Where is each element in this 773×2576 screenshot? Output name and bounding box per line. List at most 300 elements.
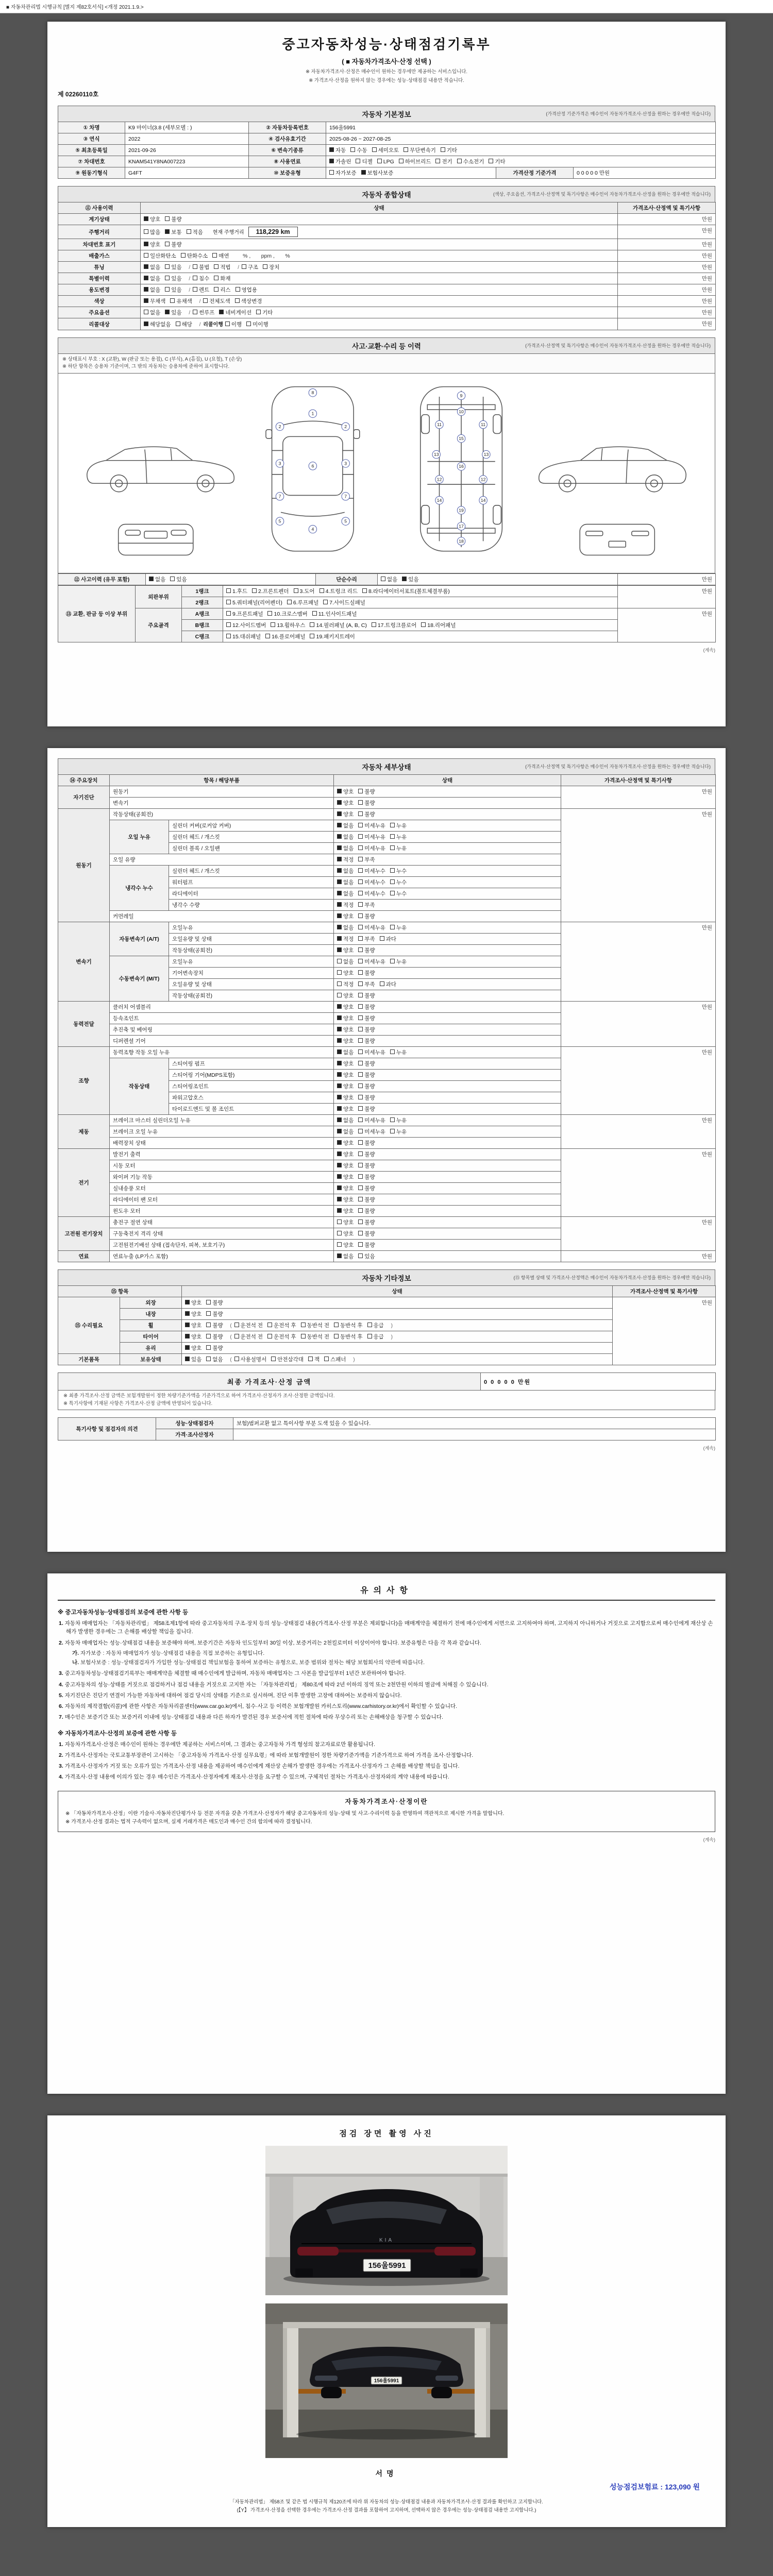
checkbox-option[interactable]: 화재 — [214, 275, 230, 282]
checkbox-option[interactable]: 양호 — [337, 1060, 354, 1067]
checkbox-option[interactable]: 불량 — [358, 1060, 375, 1067]
checkbox-option[interactable]: 없음 — [337, 924, 354, 931]
checkbox-option[interactable]: 양호 — [337, 1003, 354, 1011]
checkbox-option[interactable]: 양호 — [337, 1218, 354, 1226]
checkbox[interactable] — [337, 936, 342, 941]
checkbox[interactable] — [193, 287, 197, 292]
checkbox[interactable] — [234, 1334, 239, 1338]
checkbox-option[interactable]: 네비게이션 — [219, 309, 251, 316]
checkbox-option[interactable]: 있음 — [402, 575, 418, 583]
checkbox[interactable] — [337, 891, 342, 895]
checkbox[interactable] — [358, 1015, 363, 1020]
checkbox-option[interactable]: 디젤 — [356, 158, 372, 165]
checkbox-option[interactable]: 미세누수 — [358, 878, 385, 886]
checkbox-option[interactable]: 양호 — [185, 1299, 201, 1307]
checkbox[interactable] — [489, 159, 493, 163]
checkbox[interactable] — [206, 1323, 211, 1327]
checkbox[interactable] — [212, 253, 217, 258]
checkbox[interactable] — [358, 834, 363, 839]
checkbox[interactable] — [358, 1253, 363, 1258]
checkbox-option[interactable]: 불량 — [358, 1014, 375, 1022]
checkbox[interactable] — [337, 1129, 342, 1133]
checkbox-option[interactable]: 미세누수 — [358, 867, 385, 875]
checkbox-option[interactable]: 운전석 후 — [267, 1321, 296, 1329]
checkbox-option[interactable]: 불량 — [358, 1196, 375, 1204]
checkbox-option[interactable]: 부족 — [358, 901, 375, 909]
checkbox[interactable] — [390, 845, 395, 850]
checkbox-option[interactable]: 누수 — [390, 890, 407, 897]
checkbox-option[interactable]: 양호 — [337, 912, 354, 920]
checkbox[interactable] — [402, 577, 407, 581]
checkbox[interactable] — [324, 1357, 329, 1361]
checkbox[interactable] — [144, 264, 148, 269]
checkbox-option[interactable]: 없음 — [149, 575, 165, 583]
checkbox[interactable] — [358, 959, 363, 963]
checkbox-option[interactable]: 과다 — [380, 935, 396, 943]
checkbox-option[interactable]: 자가보증 — [329, 169, 357, 177]
checkbox-option[interactable]: 가솔린 — [329, 158, 351, 165]
checkbox[interactable] — [226, 600, 231, 604]
checkbox[interactable] — [214, 264, 219, 269]
checkbox[interactable] — [390, 1129, 395, 1133]
checkbox-option[interactable]: 매연 — [212, 252, 229, 260]
checkbox-option[interactable]: 불량 — [358, 912, 375, 920]
checkbox[interactable] — [358, 879, 363, 884]
checkbox-option[interactable]: 적정 — [337, 980, 354, 988]
checkbox-option[interactable]: 불량 — [358, 1241, 375, 1249]
checkbox-option[interactable]: 미세누유 — [358, 1128, 385, 1136]
checkbox[interactable] — [310, 634, 314, 638]
checkbox[interactable] — [358, 1106, 363, 1111]
checkbox-option[interactable]: 양호 — [144, 215, 160, 223]
checkbox-option[interactable]: 동반석 후 — [334, 1333, 363, 1341]
checkbox-option[interactable]: 없음 — [144, 309, 160, 316]
checkbox[interactable] — [390, 879, 395, 884]
checkbox-option[interactable]: 잭 — [308, 1355, 320, 1363]
checkbox-option[interactable]: 운전석 후 — [267, 1333, 296, 1341]
checkbox-option[interactable]: 미세누유 — [358, 924, 385, 931]
checkbox-option[interactable]: 3.도어 — [294, 587, 315, 595]
checkbox[interactable] — [334, 1323, 339, 1327]
checkbox-option[interactable]: 불량 — [358, 810, 375, 818]
checkbox[interactable] — [149, 577, 154, 581]
checkbox-option[interactable]: 양호 — [337, 788, 354, 795]
checkbox-option[interactable]: 양호 — [337, 969, 354, 977]
checkbox[interactable] — [358, 1185, 363, 1190]
checkbox[interactable] — [358, 1242, 363, 1247]
checkbox[interactable] — [226, 634, 231, 638]
checkbox-option[interactable]: 없음 — [144, 263, 160, 271]
checkbox[interactable] — [358, 970, 363, 975]
checkbox[interactable] — [358, 1083, 363, 1088]
checkbox-option[interactable]: 양호 — [337, 1082, 354, 1090]
checkbox-option[interactable]: 불량 — [358, 969, 375, 977]
checkbox-option[interactable]: 일산화탄소 — [144, 252, 176, 260]
checkbox-option[interactable]: 있음 — [165, 286, 181, 294]
checkbox[interactable] — [329, 159, 334, 163]
checkbox[interactable] — [334, 1334, 339, 1338]
checkbox-option[interactable]: 기타 — [489, 158, 505, 165]
checkbox[interactable] — [390, 1117, 395, 1122]
checkbox[interactable] — [337, 1015, 342, 1020]
checkbox-option[interactable]: 미이행 — [246, 320, 268, 328]
checkbox[interactable] — [337, 1197, 342, 1201]
checkbox[interactable] — [337, 823, 342, 827]
checkbox[interactable] — [372, 622, 376, 627]
checkbox[interactable] — [377, 159, 382, 163]
checkbox[interactable] — [361, 170, 366, 175]
checkbox-option[interactable]: 없음 — [144, 286, 160, 294]
checkbox-option[interactable]: 7.사이드실패널 — [323, 599, 365, 606]
checkbox-option[interactable]: 양호 — [337, 799, 354, 807]
checkbox[interactable] — [337, 834, 342, 839]
checkbox-option[interactable]: 불량 — [358, 1173, 375, 1181]
checkbox[interactable] — [358, 1038, 363, 1043]
checkbox-option[interactable]: 무단변속기 — [404, 146, 436, 154]
checkbox-option[interactable]: 16.플로어패널 — [265, 633, 305, 640]
checkbox-option[interactable]: 6.루프패널 — [287, 599, 318, 606]
checkbox[interactable] — [337, 959, 342, 963]
checkbox[interactable] — [301, 1323, 306, 1327]
checkbox[interactable] — [390, 891, 395, 895]
checkbox[interactable] — [329, 147, 334, 152]
checkbox[interactable] — [358, 1219, 363, 1224]
checkbox[interactable] — [267, 611, 272, 616]
checkbox-option[interactable]: 있음 — [165, 263, 181, 271]
checkbox-option[interactable]: 불량 — [358, 1003, 375, 1011]
checkbox-option[interactable]: 양호 — [337, 1150, 354, 1158]
checkbox[interactable] — [165, 264, 170, 269]
checkbox[interactable] — [358, 902, 363, 907]
checkbox-option[interactable]: 없음 — [381, 575, 397, 583]
checkbox[interactable] — [421, 622, 426, 627]
checkbox-option[interactable]: 없음 — [337, 1128, 354, 1136]
checkbox-option[interactable]: 침수 — [193, 275, 209, 282]
checkbox[interactable] — [206, 1357, 211, 1361]
checkbox-option[interactable]: 스패너 — [324, 1355, 346, 1363]
checkbox[interactable] — [185, 1300, 190, 1304]
checkbox-option[interactable]: 미세누유 — [358, 958, 385, 965]
checkbox[interactable] — [390, 925, 395, 929]
checkbox[interactable] — [294, 588, 298, 593]
checkbox[interactable] — [337, 868, 342, 873]
checkbox-option[interactable]: 10.크로스멤버 — [267, 610, 307, 618]
checkbox[interactable] — [144, 276, 148, 280]
checkbox[interactable] — [193, 276, 197, 280]
checkbox[interactable] — [441, 147, 445, 152]
checkbox[interactable] — [337, 925, 342, 929]
checkbox[interactable] — [358, 891, 363, 895]
checkbox[interactable] — [337, 879, 342, 884]
checkbox[interactable] — [214, 276, 219, 280]
checkbox-option[interactable]: 없음 — [337, 878, 354, 886]
checkbox[interactable] — [337, 1083, 342, 1088]
checkbox-option[interactable]: 양호 — [337, 1162, 354, 1170]
checkbox-option[interactable]: 양호 — [337, 946, 354, 954]
checkbox[interactable] — [144, 216, 148, 221]
checkbox-option[interactable]: 누유 — [390, 1128, 407, 1136]
checkbox[interactable] — [323, 600, 328, 604]
checkbox-option[interactable]: 미세누유 — [358, 1116, 385, 1124]
checkbox-option[interactable]: 불량 — [206, 1321, 223, 1329]
checkbox-option[interactable]: 양호 — [337, 1241, 354, 1249]
checkbox[interactable] — [165, 242, 170, 246]
checkbox-option[interactable]: 불량 — [358, 1162, 375, 1170]
checkbox[interactable] — [337, 1140, 342, 1145]
checkbox[interactable] — [380, 981, 384, 986]
checkbox-option[interactable]: 있음 — [358, 1252, 375, 1260]
checkbox-option[interactable]: 9.프론트패널 — [226, 610, 263, 618]
checkbox-option[interactable]: 적음 — [187, 228, 203, 236]
checkbox-option[interactable]: 없음 — [337, 1252, 354, 1260]
checkbox-option[interactable]: 15.대쉬패널 — [226, 633, 261, 640]
checkbox[interactable] — [263, 264, 267, 269]
checkbox-option[interactable]: 적정 — [337, 856, 354, 863]
checkbox-option[interactable]: 누유 — [390, 958, 407, 965]
checkbox-option[interactable]: 양호 — [337, 1105, 354, 1113]
checkbox[interactable] — [226, 588, 231, 593]
checkbox-option[interactable]: 양호 — [337, 1230, 354, 1238]
checkbox-option[interactable]: 불량 — [206, 1310, 223, 1318]
checkbox-option[interactable]: 1.후드 — [226, 587, 247, 595]
checkbox[interactable] — [337, 1219, 342, 1224]
checkbox-option[interactable]: 양호 — [337, 992, 354, 999]
checkbox[interactable] — [358, 981, 363, 986]
checkbox[interactable] — [337, 845, 342, 850]
checkbox-option[interactable]: 렌트 — [193, 286, 209, 294]
checkbox[interactable] — [337, 1027, 342, 1031]
checkbox-option[interactable]: 하이브리드 — [399, 158, 431, 165]
checkbox-option[interactable]: 있음 — [170, 575, 187, 583]
checkbox[interactable] — [337, 1061, 342, 1065]
checkbox-option[interactable]: 양호 — [337, 1207, 354, 1215]
checkbox[interactable] — [358, 1174, 363, 1179]
checkbox-option[interactable]: 수소전기 — [457, 158, 484, 165]
checkbox-option[interactable]: 누유 — [390, 844, 407, 852]
checkbox[interactable] — [185, 1334, 190, 1338]
checkbox-option[interactable]: 불법 — [193, 263, 209, 271]
checkbox[interactable] — [176, 321, 180, 326]
checkbox-option[interactable]: 적정 — [337, 935, 354, 943]
checkbox[interactable] — [267, 1334, 272, 1338]
checkbox[interactable] — [144, 242, 148, 246]
checkbox-option[interactable]: 이행 — [225, 320, 242, 328]
checkbox-option[interactable]: 전체도색 — [203, 297, 230, 305]
checkbox[interactable] — [337, 1038, 342, 1043]
checkbox[interactable] — [165, 276, 170, 280]
checkbox-option[interactable]: 보험사보증 — [361, 169, 394, 177]
checkbox-option[interactable]: 응급 — [367, 1333, 384, 1341]
checkbox[interactable] — [358, 1049, 363, 1054]
checkbox-option[interactable]: 누수 — [390, 867, 407, 875]
checkbox-option[interactable]: 영업용 — [236, 286, 257, 294]
checkbox[interactable] — [206, 1300, 211, 1304]
checkbox-option[interactable]: 불량 — [358, 1150, 375, 1158]
checkbox[interactable] — [337, 1106, 342, 1111]
checkbox-option[interactable]: 구조 — [242, 263, 258, 271]
checkbox-option[interactable]: 없음 — [337, 822, 354, 829]
checkbox[interactable] — [256, 310, 261, 314]
checkbox-option[interactable]: 불량 — [358, 1218, 375, 1226]
checkbox[interactable] — [337, 1004, 342, 1009]
checkbox-option[interactable]: 불량 — [358, 1094, 375, 1101]
checkbox-option[interactable]: 14.필러패널 (A, B, C) — [310, 621, 366, 629]
checkbox[interactable] — [358, 845, 363, 850]
checkbox[interactable] — [226, 622, 231, 627]
checkbox-option[interactable]: 응급 — [367, 1321, 384, 1329]
checkbox-option[interactable]: 양호 — [337, 1196, 354, 1204]
checkbox[interactable] — [206, 1311, 211, 1316]
checkbox-option[interactable]: 미세누유 — [358, 844, 385, 852]
checkbox[interactable] — [358, 947, 363, 952]
checkbox-option[interactable]: 불량 — [206, 1344, 223, 1352]
checkbox[interactable] — [337, 947, 342, 952]
checkbox[interactable] — [337, 1185, 342, 1190]
checkbox[interactable] — [457, 159, 462, 163]
checkbox[interactable] — [144, 253, 148, 258]
checkbox[interactable] — [390, 868, 395, 873]
checkbox[interactable] — [337, 1163, 342, 1167]
checkbox-option[interactable]: 누유 — [390, 822, 407, 829]
checkbox[interactable] — [226, 611, 231, 616]
checkbox[interactable] — [372, 147, 377, 152]
checkbox[interactable] — [235, 298, 240, 303]
checkbox-option[interactable]: 양호 — [144, 241, 160, 248]
checkbox[interactable] — [358, 1027, 363, 1031]
checkbox[interactable] — [337, 1231, 342, 1235]
checkbox-option[interactable]: 유채색 — [170, 297, 192, 305]
checkbox[interactable] — [185, 1345, 190, 1350]
checkbox[interactable] — [399, 159, 404, 163]
checkbox[interactable] — [337, 789, 342, 793]
checkbox-option[interactable]: 없음 — [337, 890, 354, 897]
checkbox[interactable] — [358, 925, 363, 929]
checkbox-option[interactable]: 양호 — [185, 1333, 201, 1341]
checkbox[interactable] — [358, 1129, 363, 1133]
checkbox-option[interactable]: 기타 — [256, 309, 273, 316]
checkbox[interactable] — [358, 789, 363, 793]
checkbox-option[interactable]: 불량 — [358, 946, 375, 954]
checkbox-option[interactable]: 세미오토 — [372, 146, 399, 154]
checkbox[interactable] — [435, 159, 440, 163]
checkbox-option[interactable]: 불량 — [206, 1299, 223, 1307]
checkbox-option[interactable]: 리스 — [214, 286, 230, 294]
checkbox[interactable] — [337, 1072, 342, 1077]
checkbox-option[interactable]: 부족 — [358, 980, 375, 988]
checkbox[interactable] — [170, 298, 175, 303]
checkbox[interactable] — [337, 1208, 342, 1213]
checkbox[interactable] — [301, 1334, 306, 1338]
checkbox-option[interactable]: 없음 — [206, 1355, 223, 1363]
checkbox[interactable] — [267, 1323, 272, 1327]
checkbox[interactable] — [367, 1323, 372, 1327]
checkbox[interactable] — [356, 159, 360, 163]
checkbox[interactable] — [144, 298, 148, 303]
checkbox-option[interactable]: 전기 — [435, 158, 452, 165]
checkbox[interactable] — [358, 857, 363, 861]
checkbox[interactable] — [358, 1197, 363, 1201]
checkbox[interactable] — [337, 993, 342, 997]
checkbox-option[interactable]: 있음 — [165, 309, 181, 316]
checkbox-option[interactable]: 미세누유 — [358, 833, 385, 841]
checkbox-option[interactable]: 있음 — [165, 275, 181, 282]
checkbox[interactable] — [358, 868, 363, 873]
checkbox[interactable] — [358, 1140, 363, 1145]
checkbox-option[interactable]: 누유 — [390, 833, 407, 841]
checkbox-option[interactable]: 있음 — [185, 1355, 201, 1363]
checkbox-option[interactable]: 불량 — [358, 799, 375, 807]
checkbox[interactable] — [358, 1163, 363, 1167]
checkbox[interactable] — [144, 310, 148, 314]
checkbox-option[interactable]: 불량 — [165, 241, 181, 248]
checkbox[interactable] — [337, 857, 342, 861]
checkbox[interactable] — [193, 264, 197, 269]
checkbox-option[interactable]: 11.인사이드패널 — [312, 610, 357, 618]
checkbox-option[interactable]: 보통 — [165, 228, 181, 236]
checkbox-option[interactable]: 없음 — [337, 833, 354, 841]
checkbox-option[interactable]: 누수 — [390, 878, 407, 886]
checkbox-option[interactable]: 많음 — [144, 228, 160, 236]
checkbox-option[interactable]: 양호 — [185, 1310, 201, 1318]
checkbox-option[interactable]: 양호 — [337, 810, 354, 818]
checkbox[interactable] — [390, 1049, 395, 1054]
checkbox-option[interactable]: 양호 — [337, 1094, 354, 1101]
checkbox-option[interactable]: 불량 — [358, 1184, 375, 1192]
checkbox-option[interactable]: 누유 — [390, 924, 407, 931]
checkbox-option[interactable]: 미세누수 — [358, 890, 385, 897]
checkbox[interactable] — [337, 1151, 342, 1156]
checkbox[interactable] — [337, 913, 342, 918]
checkbox-option[interactable]: 양호 — [337, 1139, 354, 1147]
checkbox[interactable] — [337, 902, 342, 907]
checkbox-option[interactable]: 양호 — [185, 1321, 201, 1329]
checkbox[interactable] — [337, 1242, 342, 1247]
checkbox[interactable] — [337, 1174, 342, 1179]
checkbox-option[interactable]: 불량 — [358, 992, 375, 999]
checkbox[interactable] — [358, 1208, 363, 1213]
checkbox[interactable] — [358, 1117, 363, 1122]
checkbox[interactable] — [165, 216, 170, 221]
checkbox[interactable] — [271, 1357, 276, 1361]
checkbox[interactable] — [367, 1334, 372, 1338]
checkbox-option[interactable]: 불량 — [358, 1071, 375, 1079]
checkbox-option[interactable]: 색상변경 — [235, 297, 262, 305]
checkbox-option[interactable]: 12.사이드멤버 — [226, 621, 266, 629]
checkbox[interactable] — [185, 1323, 190, 1327]
checkbox-option[interactable]: 17.트렁크플로어 — [372, 621, 416, 629]
checkbox-option[interactable]: LPG — [377, 159, 394, 165]
checkbox-option[interactable]: 운전석 전 — [234, 1333, 263, 1341]
checkbox-option[interactable]: 없음 — [144, 275, 160, 282]
checkbox-option[interactable]: 불량 — [358, 1105, 375, 1113]
checkbox-option[interactable]: 해당 — [176, 320, 192, 328]
checkbox-option[interactable]: 수동 — [350, 146, 367, 154]
checkbox-option[interactable]: 양호 — [337, 1014, 354, 1022]
checkbox[interactable] — [358, 800, 363, 805]
checkbox[interactable] — [358, 1072, 363, 1077]
checkbox-option[interactable]: 불량 — [206, 1333, 223, 1341]
checkbox-option[interactable]: 없음 — [337, 844, 354, 852]
checkbox-option[interactable]: 과다 — [380, 980, 396, 988]
checkbox-option[interactable]: 5.쿼터패널(리어펜더) — [226, 599, 282, 606]
checkbox[interactable] — [362, 588, 367, 593]
checkbox[interactable] — [144, 287, 148, 292]
checkbox[interactable] — [165, 229, 170, 234]
checkbox-option[interactable]: 불량 — [358, 788, 375, 795]
checkbox[interactable] — [350, 147, 355, 152]
checkbox[interactable] — [187, 229, 191, 234]
checkbox[interactable] — [358, 913, 363, 918]
